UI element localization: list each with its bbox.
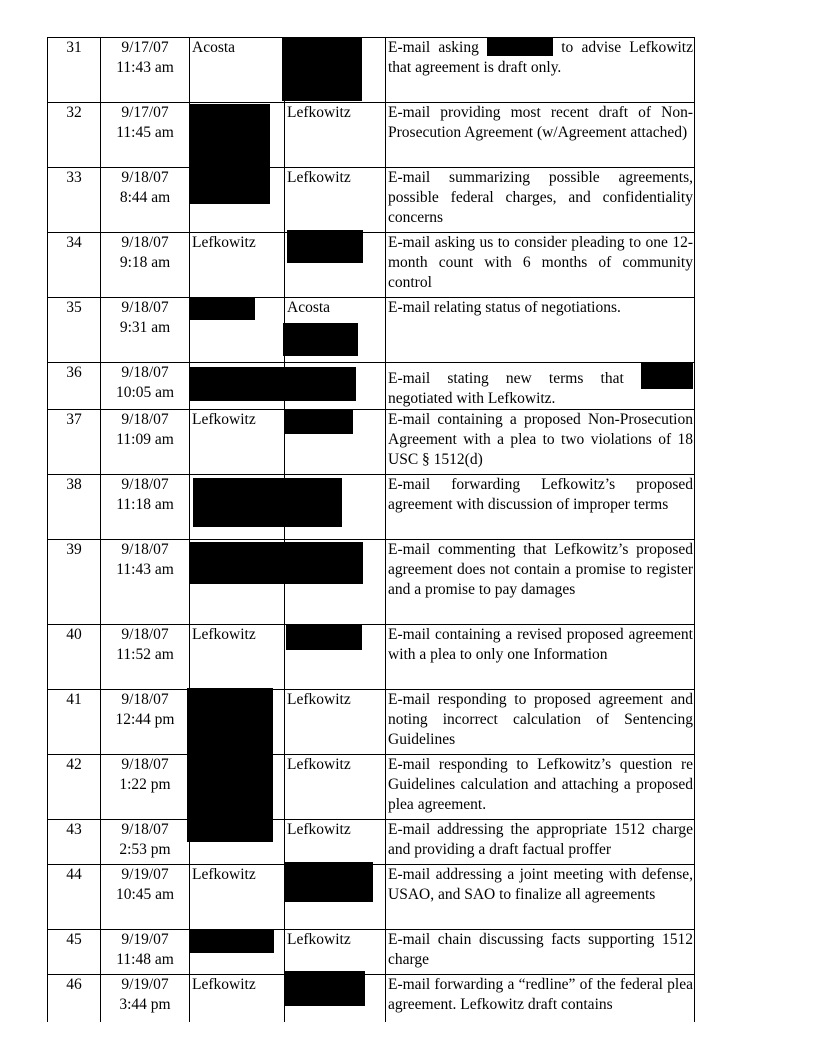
entry-description: [386, 363, 695, 410]
entry-date: 9/17/07: [121, 39, 169, 56]
entry-description: E-mail relating status of negotiations.: [386, 298, 695, 363]
entry-description: E-mail responding to proposed agreement and noting incorrect calculation of Sentencing Guidelines: [386, 690, 695, 755]
entry-number: 43: [48, 820, 101, 865]
entry-datetime: [101, 625, 190, 690]
entry-number: 41: [48, 690, 101, 755]
table-row: [48, 540, 695, 625]
entry-from: Lefkowitz: [190, 865, 285, 930]
entry-description: E-mail commenting that Lefkowitz’s proposed agreement does not contain a promise to register and a promise to pay damages: [386, 540, 695, 625]
description-text-end: to advise Lefkowitz that agreement is draft only.: [388, 39, 693, 76]
entry-datetime: [101, 540, 190, 625]
entry-datetime: [101, 38, 190, 103]
entry-number: 36: [48, 363, 101, 410]
entry-to: Lefkowitz: [285, 690, 386, 755]
entry-time: 10:45 am: [115, 886, 175, 903]
entry-number: 34: [48, 233, 101, 298]
entry-number: 38: [48, 475, 101, 540]
entry-description: E-mail providing most recent draft of Non-Prosecution Agreement (w/Agreement attached): [386, 103, 695, 168]
entry-number: 33: [48, 168, 101, 233]
entry-date: 9/18/07: [121, 169, 169, 186]
entry-description: E-mail responding to Lefkowitz’s question re Guidelines calculation and attaching a proposed plea agreement.: [386, 755, 695, 820]
entry-datetime: [101, 755, 190, 820]
table-row: [48, 298, 695, 363]
table-row: [48, 410, 695, 475]
table-row: [48, 363, 695, 410]
entry-date: 9/18/07: [121, 626, 169, 643]
entry-time: 11:09 am: [116, 431, 174, 448]
entry-datetime: [101, 690, 190, 755]
entry-date: 9/18/07: [121, 476, 169, 493]
entry-to: Lefkowitz: [285, 820, 386, 865]
table-row: [48, 975, 695, 1022]
entry-description: E-mail containing a revised proposed agreement with a plea to only one Information: [386, 625, 695, 690]
entry-datetime: [101, 865, 190, 930]
table-row: [48, 930, 695, 975]
table-row: [48, 38, 695, 103]
entry-number: 35: [48, 298, 101, 363]
entry-from: Acosta: [190, 38, 285, 103]
entry-number: 37: [48, 410, 101, 475]
entry-date: 9/18/07: [121, 234, 169, 251]
redaction-block: [285, 410, 353, 434]
entry-to: Lefkowitz: [285, 930, 386, 975]
entry-date: 9/18/07: [121, 691, 169, 708]
entry-time: 8:44 am: [119, 189, 171, 206]
entry-time: 2:53 pm: [119, 841, 171, 858]
entry-to: Lefkowitz: [285, 755, 386, 820]
redaction-block: [193, 478, 342, 527]
entry-number: 46: [48, 975, 101, 1022]
entry-time: 11:48 am: [116, 951, 174, 968]
entry-description: E-mail forwarding a “redline” of the federal plea agreement. Lefkowitz draft contains: [386, 975, 695, 1022]
entry-datetime: [101, 475, 190, 540]
redaction-block: [287, 230, 363, 263]
redaction-block: [282, 38, 362, 101]
entry-date: 9/19/07: [121, 976, 169, 993]
entry-to: Lefkowitz: [285, 103, 386, 168]
redaction-block: [187, 688, 273, 842]
entry-number: 40: [48, 625, 101, 690]
table-row: [48, 755, 695, 820]
entry-from: Lefkowitz: [190, 625, 285, 690]
entry-from: Lefkowitz: [190, 410, 285, 475]
entry-time: 11:43 am: [116, 59, 174, 76]
table-row: [48, 168, 695, 233]
entry-from: Lefkowitz: [190, 233, 285, 298]
entry-date: 9/18/07: [121, 541, 169, 558]
entry-description: E-mail summarizing possible agreements, possible federal charges, and confidentiality concerns: [386, 168, 695, 233]
entry-date: 9/18/07: [121, 756, 169, 773]
redaction-block: [189, 542, 363, 584]
entry-datetime: [101, 363, 190, 410]
entry-date: 9/19/07: [121, 931, 169, 948]
entry-datetime: [101, 168, 190, 233]
entry-datetime: [101, 233, 190, 298]
entry-time: 11:45 am: [116, 124, 174, 141]
inline-redaction: [641, 363, 693, 389]
inline-redaction: [487, 38, 553, 56]
entry-number: 42: [48, 755, 101, 820]
entry-description: E-mail addressing a joint meeting with defense, USAO, and SAO to finalize all agreements: [386, 865, 695, 930]
entry-date: 9/17/07: [121, 104, 169, 121]
entry-datetime: [101, 103, 190, 168]
entry-time: 9:18 am: [119, 254, 171, 271]
description-text-end: negotiated with Lefkowitz.: [388, 390, 556, 407]
entry-time: 10:05 am: [115, 384, 175, 401]
entry-description: E-mail containing a proposed Non-Prosecution Agreement with a plea to two violations of 18 USC § 1512(d): [386, 410, 695, 475]
redaction-block: [189, 104, 270, 204]
entry-to: Acosta: [285, 298, 386, 363]
redaction-block: [189, 298, 255, 320]
entry-time: 9:31 am: [119, 319, 171, 336]
entry-description: [386, 38, 695, 103]
entry-date: 9/18/07: [121, 821, 169, 838]
entry-time: 11:43 am: [116, 561, 174, 578]
entry-time: 11:18 am: [116, 496, 174, 513]
entry-date: 9/18/07: [121, 411, 169, 428]
description-text-start: E-mail stating new terms that: [388, 370, 641, 387]
entry-datetime: [101, 410, 190, 475]
redaction-block: [189, 367, 356, 401]
entry-description: E-mail forwarding Lefkowitz’s proposed agreement with discussion of improper terms: [386, 475, 695, 540]
table-row: [48, 690, 695, 755]
entry-datetime: [101, 298, 190, 363]
entry-time: 1:22 pm: [119, 776, 171, 793]
table-row: [48, 820, 695, 865]
entry-datetime: [101, 820, 190, 865]
redaction-block: [189, 929, 274, 953]
description-text-start: E-mail asking: [388, 39, 488, 56]
redaction-block: [286, 625, 362, 650]
entry-date: 9/19/07: [121, 866, 169, 883]
entry-time: 3:44 pm: [119, 996, 171, 1013]
redaction-block: [284, 971, 365, 1006]
table-row: [48, 103, 695, 168]
entry-number: 45: [48, 930, 101, 975]
table-row: [48, 475, 695, 540]
entry-number: 32: [48, 103, 101, 168]
entry-time: 12:44 pm: [115, 711, 175, 728]
entry-number: 44: [48, 865, 101, 930]
entry-date: 9/18/07: [121, 364, 169, 381]
entry-to: Lefkowitz: [285, 168, 386, 233]
entry-number: 31: [48, 38, 101, 103]
entry-description: E-mail asking us to consider pleading to one 12-month count with 6 months of community control: [386, 233, 695, 298]
entry-time: 11:52 am: [116, 646, 174, 663]
entry-description: E-mail chain discussing facts supporting 1512 charge: [386, 930, 695, 975]
table-row: [48, 233, 695, 298]
entry-date: 9/18/07: [121, 299, 169, 316]
table-row: [48, 625, 695, 690]
redaction-block: [284, 862, 373, 902]
entry-from: Lefkowitz: [190, 975, 285, 1022]
entry-description: E-mail addressing the appropriate 1512 charge and providing a draft factual proffer: [386, 820, 695, 865]
entry-number: 39: [48, 540, 101, 625]
entry-datetime: [101, 975, 190, 1022]
redaction-block: [283, 323, 358, 356]
entry-datetime: [101, 930, 190, 975]
